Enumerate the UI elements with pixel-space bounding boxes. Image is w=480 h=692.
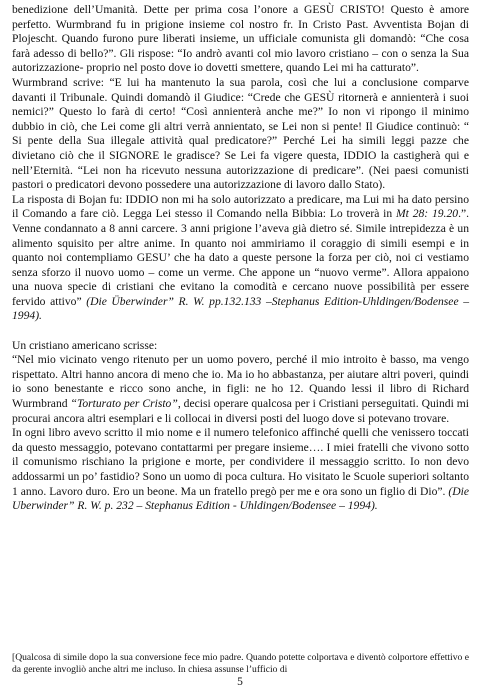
paragraph-bojan-answer-text: La risposta di Bojan fu: IDDIO non mi ha solo autorizzato a predicare, ma Lui mi ha dato persino il Comando a fare ciò. Legga Lei stesso il Comando nella Bibbia: Lo troverà in [12, 192, 469, 221]
paragraph-bojan-answer [12, 193, 469, 324]
paragraph-bojan-intro: benedizione dell’Umanità. Dette per prima cosa l’onore a GESÙ CRISTO! Questo è amore perfetto. Wurmbrand fu in prigione insieme col nostro fr. In Cristo Past. Avventista Bojan di Plojescht. Quando furono pure liberati insieme, un ufficiale comunista gli domandò: “Che cosa farà adesso di bello?”. Gli rispose: “Io andrò avanti col mio lavoro cristiano – con o senza la Sua autorizzazione- proprio nel posto dove io dovetti smettere, quando Lei mi ha catturato”. [12, 3, 469, 75]
paragraph-gap [12, 324, 469, 339]
source-citation: (Die Überwinder” R. W. pp.132.133 –Stephanus Edition-Uhldingen/Bodensee – 1994). [12, 294, 469, 323]
footnote: [Qualcosa di simile dopo la sua conversione fece mio padre. Quando potette colportava e diventò colportore effettivo e da gerente invogliò anche altri me incluso. In chiesa assunse l’ufficio di [12, 652, 469, 676]
paragraph-american-letter-continued: , decisi operare qualcosa per i Cristiani perseguitati. Quindi mi procurai ancora altri esemplari e li collocai in diversi posti del luogo dove si potevano trovare. [12, 397, 470, 425]
book-title: “Torturato per Cristo” [70, 397, 178, 411]
page-number: 5 [237, 676, 243, 688]
paragraph-bojan-answer-continued: .”. Venne condannato a 8 anni carcere. 3 anni prigione l’aveva già dietro sé. Simile intrepidezza è un alimento squisito per altre anime. In quanto noi ammiriamo il coraggio di simili esempi e in quanto noi contempliamo GESU’ che ha dato a queste persone la forza per ciò, noi ci vestiamo senza sforzo il nuovo uomo – come un verme. Che appone un “nuovo verme”. Allora appaiono una nuova specie di cristiani che evitano la comodità e cercano nuove possibilità per essere fervido attivo” [12, 207, 470, 308]
source-citation: (Die Uberwinder” R. W. p. 232 – Stephanus Edition - Uhldingen/Bodensee – 1994). [12, 484, 470, 513]
bible-reference: Mt 28: 19.20 [396, 207, 459, 221]
paragraph-american-letter-end-text: In ogni libro avevo scritto il mio nome e il numero telefonico affinché quelli che venissero toccati da questo messaggio, potevano contattarmi per pregare insieme…. I miei fratelli che vivono sotto il comunismo rischiano la prigione e morte, per condividere il messaggio scritto. Io non devo addossarmi un po’ fastidio? Sono un uomo di poca cultura. Ho visitato le Scuole superiori soltanto 1 anno. Lavoro duro. Ero un beone. Ma un fratello pregò per me e ora sono un figlio di Dio”. [12, 426, 469, 498]
paragraph-american-letter-end [12, 426, 469, 514]
paragraph-american-intro: Un cristiano americano scrisse: [12, 338, 158, 352]
paragraph-american-letter-text: “Nel mio vicinato vengo ritenuto per un uomo povero, perché il mio introito è basso, ma vengo rispettato. Altri hanno ancora di meno che io. Ma io ho abbastanza, per aiutare altri poveri, quindi io sono benestante e ricco sono anche, in figli: ne ho 12. Quando lessi il libro di Richard Wurmbrand [12, 353, 469, 411]
paragraph-wurmbrand-tribunal: Wurmbrand scrive: “E lui ha mantenuto la sua parola, così che lui a conclusione comparve davanti il Tribunale. Quindi domandò il Giudice: “Crede che GESÙ ritornerà e annienterà i suoi nemici?” Questo lo farà di certo! “Così annienterà anche me?” Io non vi ripongo il minimo dubbio in ciò, che Lei come gli altri verrà annientato, se Lei non si pente! Il Giudice continuò: “ Si pente della Sua illegale attività qual predicatore?” Perché Lei ha simili leggi pazze che divietano ciò che il SIGNORE le gradisce? Se Lei fa vigere questa, IDDIO la castigherà qui e nell’Eternità. “Lei non ha ricevuto nessuna autorizzazione di predicare”. (Nei paesi comunisti pastori o predicatori devono possedere una autorizzazione di lavoro dallo Stato). [12, 75, 469, 192]
paragraph-american-letter [12, 353, 469, 426]
